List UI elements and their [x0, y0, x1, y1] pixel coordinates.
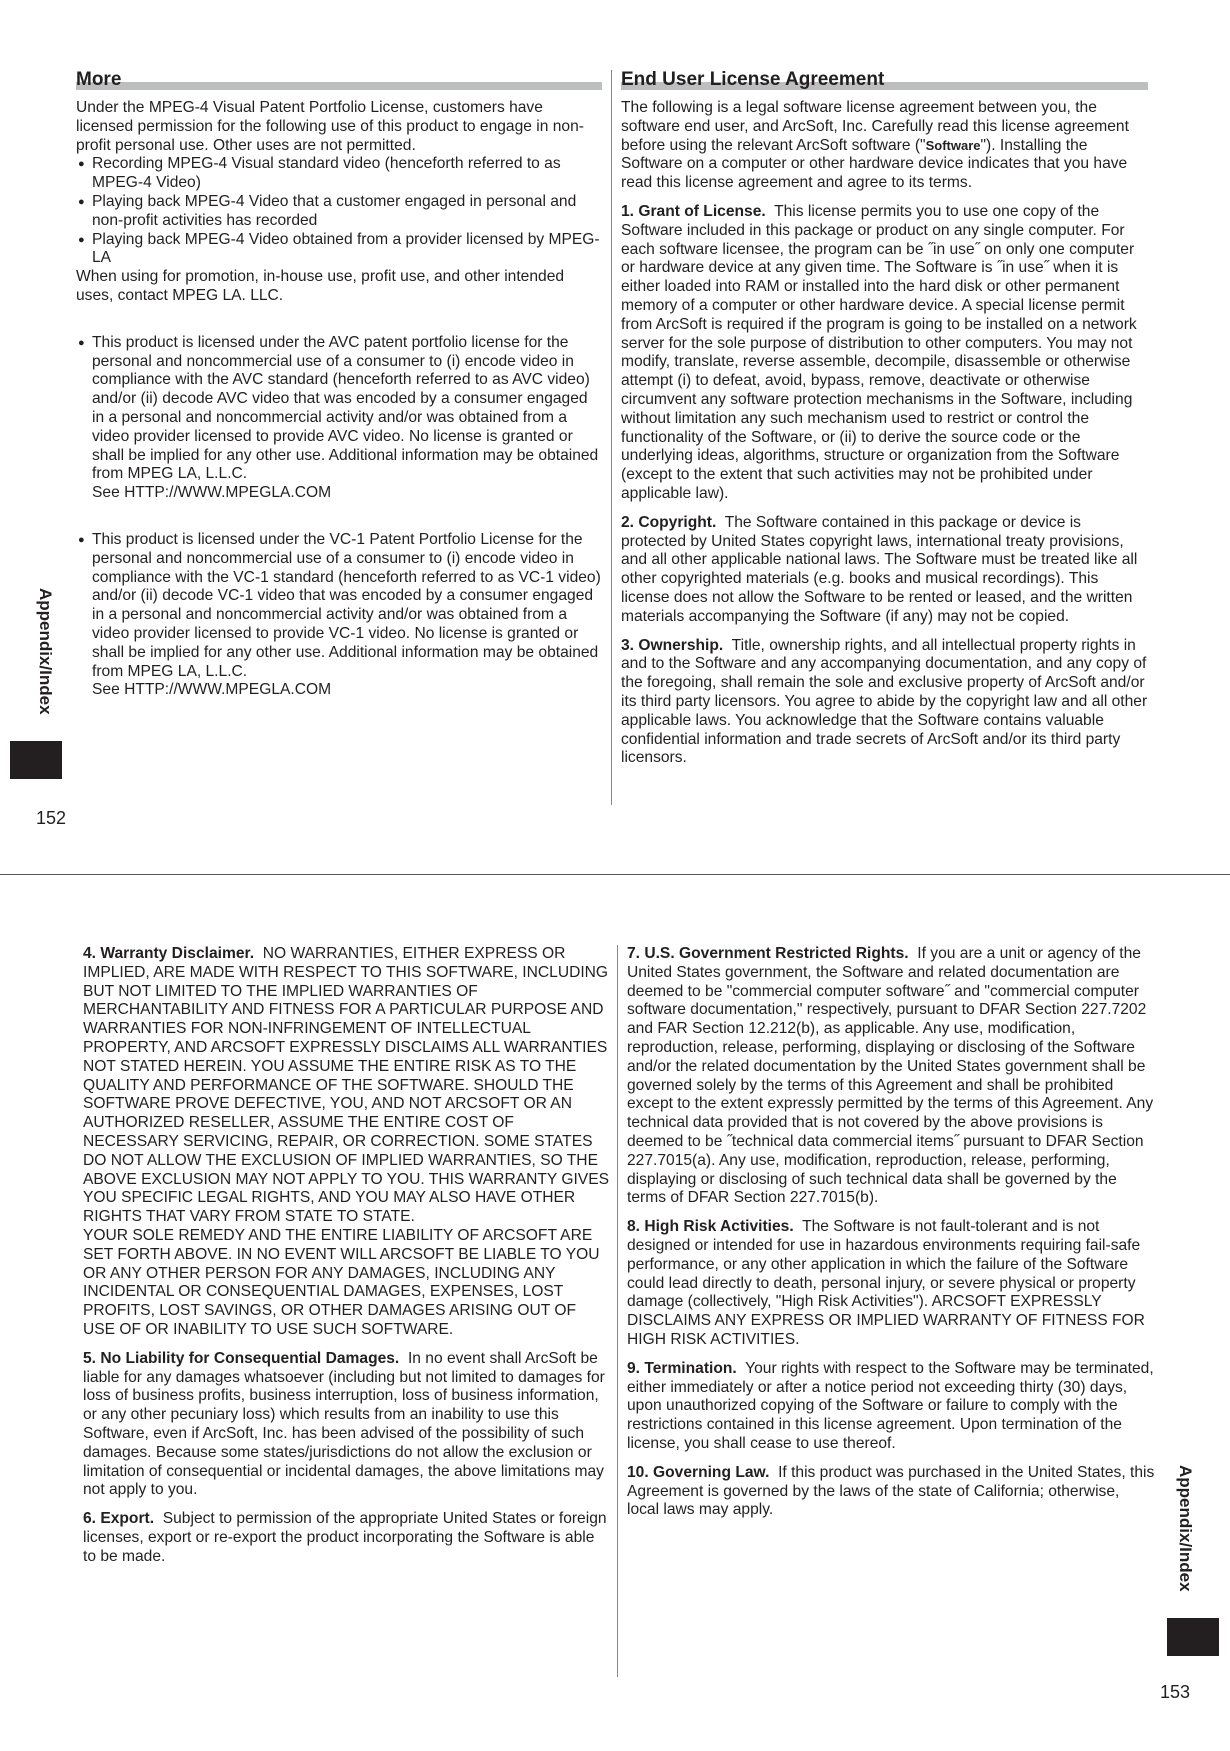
section-heading: 10. Governing Law. [627, 1463, 770, 1481]
section-ownership [621, 637, 1148, 769]
section-government-rights [627, 945, 1155, 1208]
section-body: NO WARRANTIES, EITHER EXPRESS OR IMPLIED, ARE MADE WITH RESPECT TO THIS SOFTWARE, INCLUDING BUT NOT LIMITED TO THE IMPLIED WARRANTIES OF MERCHANTABILITY AND FITNESS FOR A PARTICULAR PURPOSE AND WARRANTIES FOR NON-INFRINGEMENT OF INTELLECTUAL PROPERTY, AND ARCSOFT EXPRESSLY DISCLAIMS ALL WARRANTIES NOT STATED HEREIN. YOU ASSUME THE ENTIRE RISK AS TO THE QUALITY AND PERFORMANCE OF THE SOFTWARE. SHOULD THE SOFTWARE PROVE DEFECTIVE, YOU, AND NOT ARCSOFT OR AN AUTHORIZED RESELLER, ASSUME THE ENTIRE COST OF NECESSARY SERVICING, REPAIR, OR CORRECTION. SOME STATES DO NOT ALLOW THE EXCLUSION OF IMPLIED WARRANTIES, SO THE ABOVE EXCLUSION MAY NOT APPLY TO YOU. THIS WARRANTY GIVES YOU SPECIFIC LEGAL RIGHTS, AND YOU MAY ALSO HAVE OTHER RIGHTS THAT VARY FROM STATE TO STATE. [83, 945, 610, 1226]
section-heading: 7. U.S. Government Restricted Rights. [627, 945, 909, 962]
appendix-index-label: Appendix/Index [36, 588, 55, 715]
section-body: YOUR SOLE REMEDY AND THE ENTIRE LIABILITY OF ARCSOFT ARE SET FORTH ABOVE. IN NO EVENT WILL ARCSOFT BE LIABLE TO YOU OR ANY OTHER PERSON FOR ANY DAMAGES, INCLUDING ANY INCIDENTAL OR CONSEQUENTIAL DAMAGES, EXPENSES, LOST PROFITS, LOST SAVINGS, OR OTHER DAMAGES ARISING OUT OF USE OF OR INABILITY TO USE SUCH SOFTWARE. [83, 1226, 600, 1338]
section-warranty [83, 945, 611, 1340]
section-heading: 1. Grant of License. [621, 202, 766, 220]
more-section [76, 70, 602, 700]
vc1-notice [76, 531, 602, 700]
eula-continued-right [627, 945, 1155, 1530]
vc1-url: See HTTP://WWW.MPEGLA.COM [92, 681, 332, 699]
eula-title: End User License Agreement [621, 69, 885, 90]
eula-heading [621, 70, 1148, 90]
list-item: ● Recording MPEG-4 Visual standard video (henceforth referred to as MPEG-4 Video) [76, 155, 602, 193]
list-item: ● Playing back MPEG-4 Video that a customer engaged in personal and non-profit activities has recorded [76, 193, 602, 231]
avc-notice [76, 334, 602, 503]
section-heading: 9. Termination. [627, 1359, 737, 1377]
section-liability [83, 1350, 611, 1500]
section-body: Subject to permission of the appropriate United States or foreign licenses, export or re-export the product incorporating the Software is able to be made. [83, 1510, 607, 1565]
section-body: The Software is not fault-tolerant and is not designed or intended for use in hazardous environments requiring fail-safe performance, or any other application in which the failure of the Software could lead directly to death, personal injury, or severe physical or property damage (collectively, "High Risk Activities"). ARCSOFT EXPRESSLY DISCLAIMS ANY EXPRESS OR IMPLIED WARRANTY OF FITNESS FOR HIGH RISK ACTIVITIES. [627, 1218, 1145, 1348]
section-body: Your rights with respect to the Software may be terminated, either immediately or after a notice period not exceeding thirty (30) days, upon unauthorized copying of the Software or failure to comply with the restrictions contained in this license agreement. Upon termination of the license, you shall cease to use thereof. [627, 1359, 1154, 1452]
section-heading: 2. Copyright. [621, 513, 717, 531]
avc-text: This product is licensed under the AVC patent portfolio license for the personal and noncommercial use of a consumer to (i) encode video in compliance with the AVC standard (henceforth referred to as AVC video) and/or (ii) decode AVC video that was encoded by a consumer engaged in a personal and noncommercial activity and/or was obtained from a video provider licensed to provide AVC video. No license is granted or shall be implied for any other use. Additional information may be obtained from MPEG LA, L.L.C. [92, 333, 599, 483]
list-item [76, 531, 602, 700]
page-number: 153 [1160, 1682, 1191, 1702]
section-heading: 3. Ownership. [621, 636, 724, 654]
eula-section [621, 70, 1148, 778]
list-item: ● Playing back MPEG-4 Video obtained from a provider licensed by MPEG-LA [76, 231, 602, 269]
index-tab [1167, 1618, 1219, 1656]
avc-url: See HTTP://WWW.MPEGLA.COM [92, 484, 332, 502]
section-copyright [621, 514, 1148, 627]
section-heading: 5. No Liability for Consequential Damages. [83, 1349, 400, 1367]
section-body: If you are a unit or agency of the United States government, the Software and related documentation are deemed to be "commercial computer software˝ and "commercial computer software documentation," respectively, pursuant to DFAR Section 227.7202 and FAR Section 12.212(b), as applicable. Any use, modification, reproduction, release, performing, displaying or disclosing of the Software and/or the related documentation by the United States government shall be governed solely by the terms of this Agreement and shall be prohibited except to the extent expressly permitted by the terms of this Agreement. Any technical data provided that is not covered by the above provisions is deemed to be ˝technical data commercial items˝ pursuant to DFAR Section 227.7015(a). Any use, modification, reproduction, release, performing, displaying or disclosing of such technical data shall be governed by the terms of DFAR Section 227.7015(b). [627, 945, 1154, 1207]
section-high-risk [627, 1218, 1155, 1350]
section-heading: 8. High Risk Activities. [627, 1218, 794, 1236]
more-title: More [76, 69, 122, 90]
mpeg4-intro: Under the MPEG-4 Visual Patent Portfolio License, customers have licensed permission for the following use of this product to engage in non-profit personal use. Other uses are not permitted. [76, 99, 584, 154]
mpeg4-contact: When using for promotion, in-house use, profit use, and other intended uses, contact MPEG LA. LLC. [76, 268, 565, 304]
section-body: Title, ownership rights, and all intellectual property rights in and to the Software and any accompanying documentation, and any copy of the foregoing, shall remain the sole and exclusive property of ArcSoft and/or its third party licensors. You agree to abide by the copyright law and all other applicable laws. You acknowledge that the Software contains valuable confidential information and trade secrets of ArcSoft and/or its third party licensors. [621, 636, 1148, 767]
section-body: The Software contained in this package or device is protected by United States copyright laws, international treaty provisions, and all other applicable national laws. The Software must be treated like all other copyrighted materials (e.g. books and musical recordings). This license does not allow the Software to be rented or leased, and the written materials accompanying the Software (if any) may not be copied. [621, 513, 1138, 625]
page-separator [0, 874, 1230, 875]
section-body: This license permits you to use one copy of the Software included in this package or product on any single computer. For each software licensee, the program can be ˝in use˝ on only one computer or hardware device at any given time. The Software is ˝in use˝ when it is either loaded into RAM or installed into the hard disk or other permanent memory of a computer or other hardware device. A special license permit from ArcSoft is required if the program is going to be installed on a network server for the sole purpose of distribution to other computers. You may not modify, translate, reverse assemble, decompile, disassemble or otherwise attempt (i) to defeat, avoid, bypass, remove, deactivate or otherwise circumvent any software protection mechanisms in the Software, including without limitation any such mechanism used to restrict or control the functionality of the Software, or (ii) to derive the source code or the underlying ideas, algorithms, structure or organization from the Software (except to the extent that such activities may not be prohibited under applicable law). [621, 202, 1137, 502]
column-divider [611, 70, 612, 805]
eula-continued-left [83, 945, 611, 1577]
section-export [83, 1510, 611, 1566]
eula-intro-a: The following is a legal software license agreement between you, the software end user, and ArcSoft, Inc. Carefully read this license agreement before using the relevant ArcSoft software (" [621, 99, 1129, 154]
page-number: 152 [36, 808, 67, 828]
section-heading: 4. Warranty Disclaimer. [83, 945, 255, 962]
section-termination [627, 1360, 1155, 1454]
vc1-text: This product is licensed under the VC-1 Patent Portfolio License for the personal and noncommercial use of a consumer to (i) encode video in compliance with the VC-1 standard (henceforth referred to as VC-1 video) and/or (ii) decode VC-1 video that was encoded by a consumer engaged in a personal and noncommercial activity and/or was obtained from a video provider licensed to provide VC-1 video. No license is granted or shall be implied for any other use. Additional information may be obtained from MPEG LA, L.L.C. [92, 530, 601, 680]
software-term: Software [925, 137, 981, 153]
section-heading: 6. Export. [83, 1510, 155, 1528]
list-item [76, 334, 602, 503]
more-heading [76, 70, 602, 90]
eula-intro-b: "). Installing the Software on a computer or other hardware device indicates that you have read this license agreement and agree to its terms. [621, 136, 1128, 192]
section-body: In no event shall ArcSoft be liable for any damages whatsoever (including but not limited to damages for loss of business profits, business interruption, loss of business information, or any other pecuniary loss) which results from an inability to use this Software, even if ArcSoft, Inc. has been advised of the possibility of such damages. Because some states/jurisdictions do not allow the exclusion or limitation of consequential or incidental damages, the above limitations may not apply to you. [83, 1349, 605, 1499]
index-tab [10, 741, 62, 779]
appendix-index-label: Appendix/Index [1176, 1465, 1195, 1592]
section-governing-law [627, 1464, 1155, 1520]
section-grant [621, 203, 1148, 504]
section-body: If this product was purchased in the United States, this Agreement is governed by the laws of the state of California; otherwise, local laws may apply. [627, 1463, 1155, 1519]
eula-intro [621, 99, 1148, 193]
mpeg4-use-list [76, 155, 602, 268]
column-divider [617, 945, 618, 1677]
